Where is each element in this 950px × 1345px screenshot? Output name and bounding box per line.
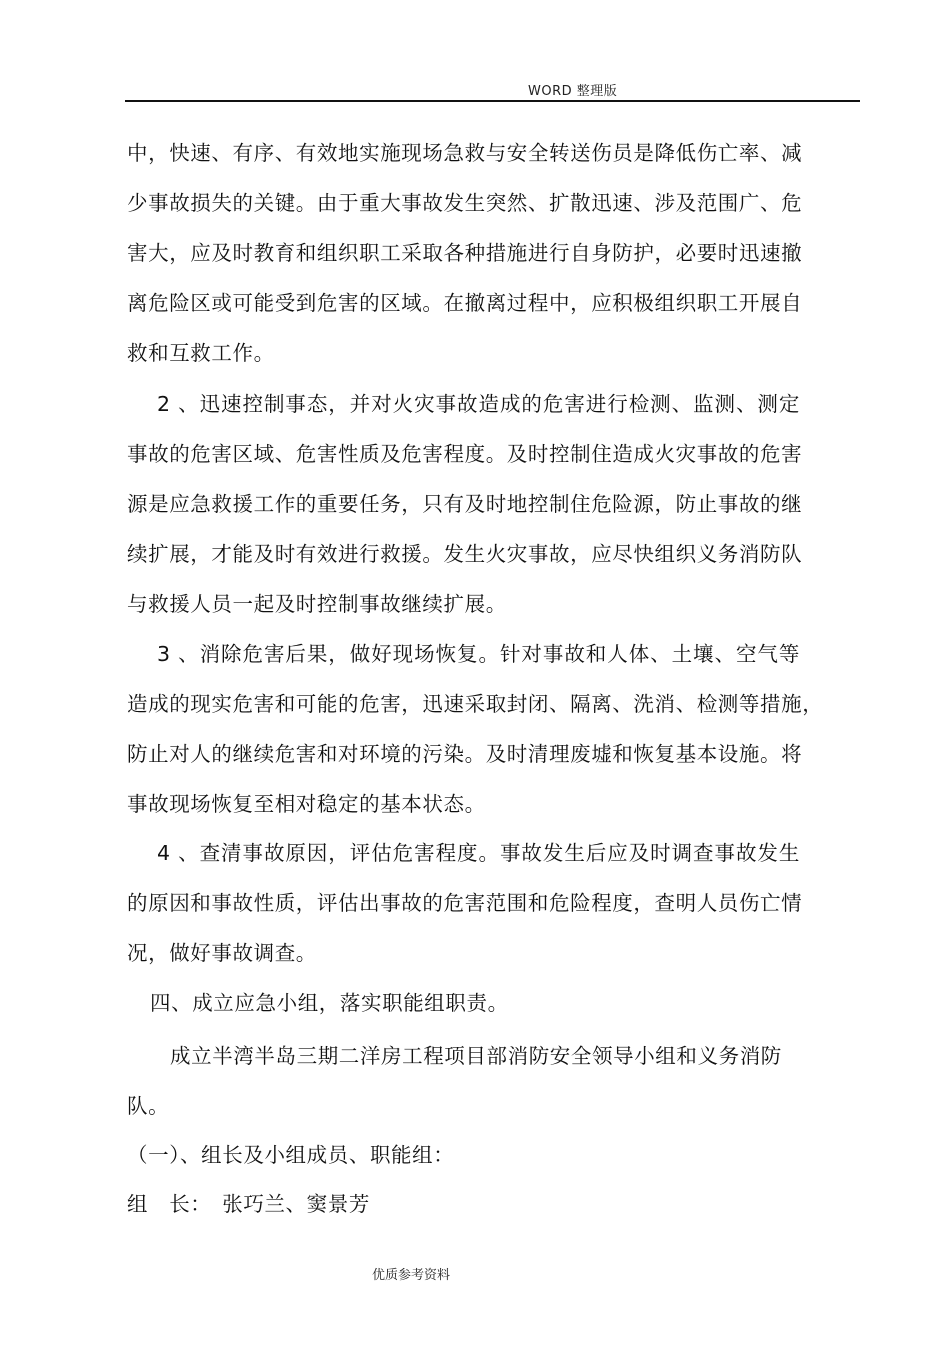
paragraph-line: 况，做好事故调查。 [127,941,317,965]
paragraph-line: 中，快速、有序、有效地实施现场急救与安全转送伤员是降低伤亡率、减 [127,141,803,165]
page-header: WORD 整理版 [528,84,618,99]
subsection-heading: （一）、组长及小组成员、职能组： [127,1143,455,1167]
paragraph-line: 队。 [127,1094,170,1118]
paragraph-line: 事故的危害区域、危害性质及危害程度。及时控制住造成火灾事故的危害 [127,442,803,466]
paragraph-line: 2 、迅速控制事态，并对火灾事故造成的危害进行检测、监测、测定 [157,392,800,416]
paragraph-line: 事故现场恢复至相对稳定的基本状态。 [127,792,486,816]
header-divider [125,100,860,102]
paragraph-line: 续扩展，才能及时有效进行救援。发生火灾事故，应尽快组织义务消防队 [127,542,803,566]
paragraph-line: 成立半湾半岛三期二洋房工程项目部消防安全领导小组和义务消防 [170,1044,782,1068]
paragraph-line: 防止对人的继续危害和对环境的污染。及时清理废墟和恢复基本设施。将 [127,742,803,766]
page-footer: 优质参考资料 [372,1268,451,1283]
paragraph-line: 离危险区或可能受到危害的区域。在撤离过程中，应积极组织职工开展自 [127,291,803,315]
section-heading: 四、成立应急小组，落实职能组职责。 [150,991,509,1015]
paragraph-line: 少事故损失的关键。由于重大事故发生突然、扩散迅速、涉及范围广、危 [127,191,803,215]
paragraph-line: 救和互救工作。 [127,341,275,365]
paragraph-line: 源是应急救援工作的重要任务，只有及时地控制住危险源，防止事故的继 [127,492,803,516]
paragraph-line: 与救援人员一起及时控制事故继续扩展。 [127,592,507,616]
paragraph-line: 害大，应及时教育和组织职工采取各种措施进行自身防护，必要时迅速撤 [127,241,803,265]
paragraph-line: 3 、消除危害后果，做好现场恢复。针对事故和人体、土壤、空气等 [157,642,800,666]
paragraph-line: 4 、查清事故原因，评估危害程度。事故发生后应及时调查事故发生 [157,841,800,865]
paragraph-line: 造成的现实危害和可能的危害，迅速采取封闭、隔离、洗消、检测等措施， [127,692,824,716]
leader-line: 组 长： 张巧兰、窦景芳 [127,1192,370,1216]
paragraph-line: 的原因和事故性质，评估出事故的危害范围和危险程度，查明人员伤亡情 [127,891,803,915]
